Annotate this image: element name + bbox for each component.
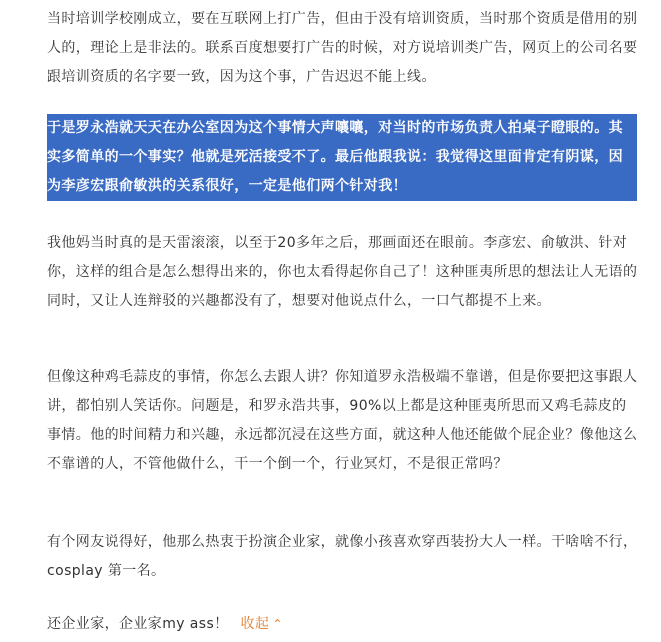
paragraph-2-selected: 于是罗永浩就天天在办公室因为这个事情大声嚷嚷，对当时的市场负责人拍桌子瞪眼的。其实多简单的一个事实？他就是死活接受不了。最后他跟我说：我觉得这里面肯定有阴谋，因为李彦宏跟俞敏洪的关系很好，一定是他们两个针对我！ xyxy=(47,114,637,201)
paragraph-6 xyxy=(47,610,639,639)
paragraph-4: 但像这种鸡毛蒜皮的事情，你怎么去跟人讲？你知道罗永浩极端不靠谱，但是你要把这事跟人讲，都怕别人笑话你。问题是，和罗永浩共事，90%以上都是这种匪夷所思而又鸡毛蒜皮的事情。他的时间精力和兴趣，永远都沉浸在这些方面，就这种人他还能做个屁企业？像他这么不靠谱的人，不管他做什么，干一个倒一个，行业冥灯，不是很正常吗？ xyxy=(47,369,638,472)
paragraph-3: 我他妈当时真的是天雷滚滚，以至于20多年之后，那画面还在眼前。李彦宏、俞敏洪、针对你，这样的组合是怎么想得出来的，你也太看得起你自己了！这种匪夷所思的想法让人无语的同时，又让人连辩驳的兴趣都没有了，想要对他说点什么，一口气都提不上来。 xyxy=(47,235,638,309)
paragraph-1: 当时培训学校刚成立，要在互联网上打广告，但由于没有培训资质，当时那个资质是借用的别人的，理论上是非法的。联系百度想要打广告的时候，对方说培训类广告，网页上的公司名要跟培训资质的名字要一致，因为这个事，广告迟迟不能上线。 xyxy=(47,11,638,85)
collapse-label: 收起 xyxy=(240,616,270,632)
paragraph-5: 有个网友说得好，他那么热衷于扮演企业家，就像小孩喜欢穿西装扮大人一样。干啥啥不行，cosplay 第一名。 xyxy=(47,534,638,579)
paragraph-6-text: 还企业家，企业家my ass！ xyxy=(47,616,229,632)
chevron-up-icon: ⌃ xyxy=(272,617,283,631)
collapse-button[interactable] xyxy=(241,616,283,632)
